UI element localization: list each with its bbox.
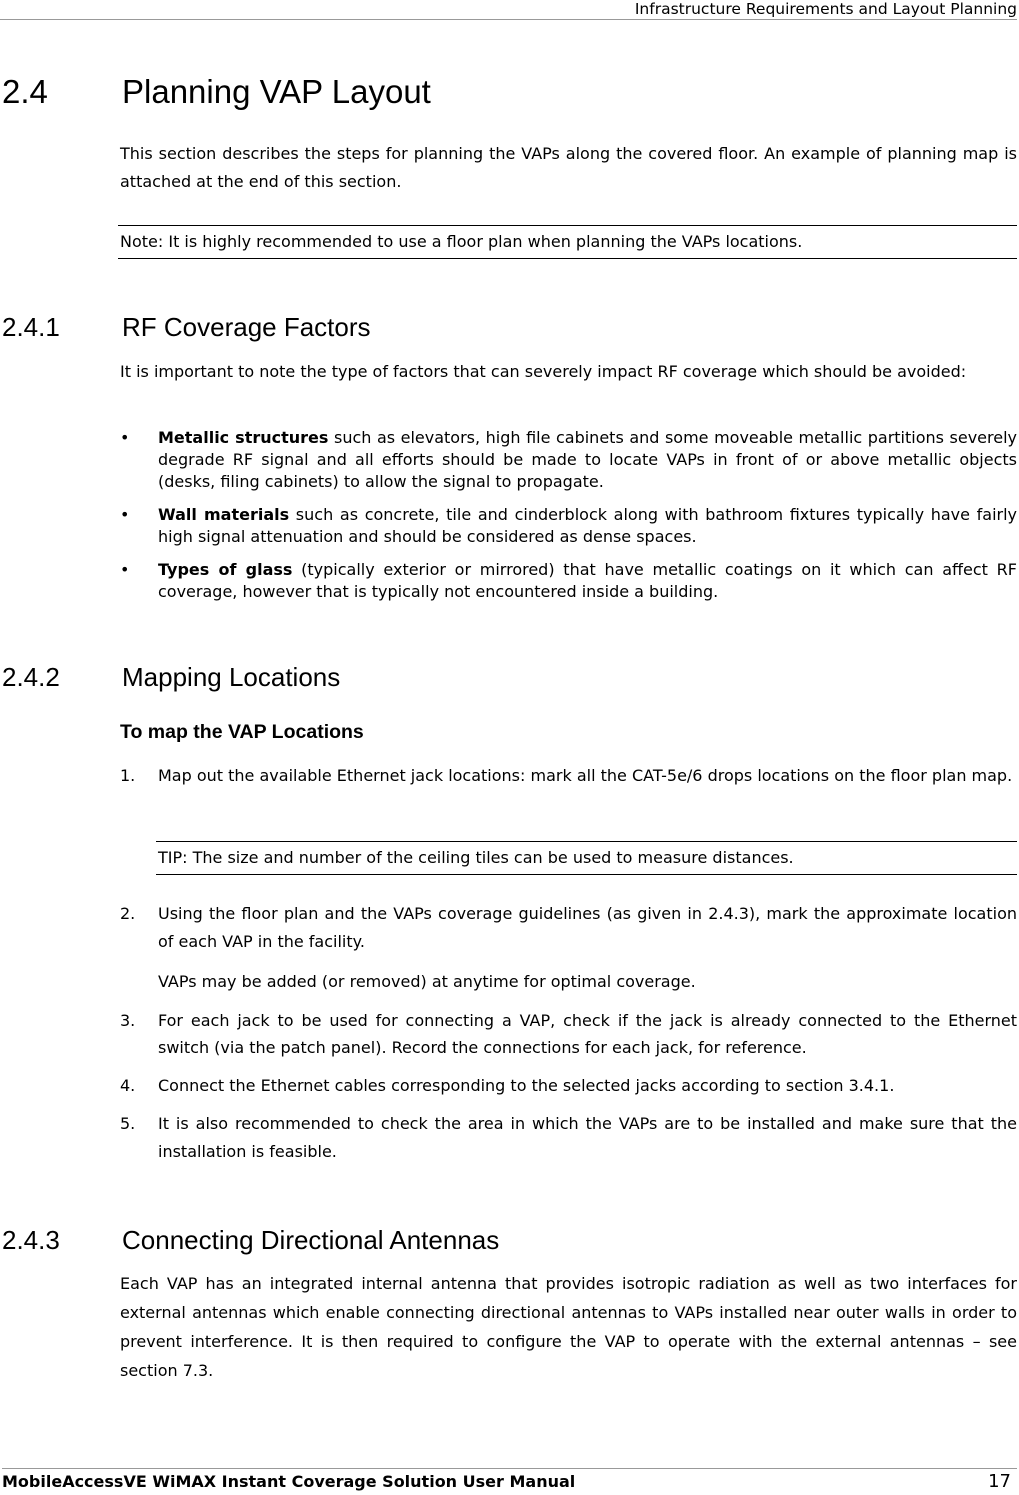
section-number: 2.4 [2,73,48,110]
step-subtext-row [120,968,1017,996]
step-number: 4. [120,1076,136,1095]
step-number: 2. [120,904,136,923]
section-number: 2.4.3 [2,1225,60,1255]
step-number: 1. [120,766,136,785]
tip-text: The size and number of the ceiling tiles can be used to measure distances. [187,848,794,867]
list-item [120,1110,1017,1166]
section-heading-2-4-3 [2,1224,499,1256]
bullet-icon: • [120,428,130,447]
running-header [0,0,1017,20]
section-number: 2.4.1 [2,312,60,342]
bullet-text: such as elevators, high file cabinets and some moveable metallic partitions severely degrade RF signal and all efforts should be made to locate VAPs in front of or above metallic objects (desks, filing cabinets) to allow the signal to propagate. [158,428,1018,491]
step-list [120,762,1017,790]
running-header-title: Infrastructure Requirements and Layout Planning [634,0,1017,18]
page-number: 17 [988,1471,1011,1492]
list-item [120,900,1017,956]
procedure-title: To map the VAP Locations [120,721,364,743]
list-item [120,559,1017,603]
step-list [120,900,1017,1166]
list-item [120,504,1017,548]
footer-manual-title: MobileAccessVE WiMAX Instant Coverage Solution User Manual [2,1472,576,1491]
section-body: Each VAP has an integrated internal antenna that provides isotropic radiation as well as two interfaces for external antennas which enable connecting directional antennas to VAPs installed near outer walls in order to prevent interference. It is then required to configure the VAP to operate with the external antennas – see section 7.3. [120,1274,1017,1380]
bullet-term: Wall materials [158,505,290,524]
list-item [120,1007,1017,1061]
bullet-term: Metallic structures [158,428,329,447]
section-number: 2.4.2 [2,662,60,692]
step-text: It is also recommended to check the area in which the VAPs are to be installed and make sure that the installation is feasible. [158,1114,1017,1161]
step-number: 3. [120,1011,136,1030]
list-item [120,1072,1017,1100]
step-text: Using the floor plan and the VAPs coverage guidelines (as given in 2.4.3), mark the approximate location of each VAP in the facility. [158,904,1017,951]
note-box [118,225,1017,259]
page-footer [2,1468,1017,1495]
note-text: Note: It is highly recommended to use a floor plan when planning the VAPs locations. [120,232,803,251]
section-heading-2-4 [2,72,431,112]
step-text: For each jack to be used for connecting a VAP, check if the jack is already connected to the Ethernet switch (via the patch panel). Record the connections for each jack, for reference. [158,1011,1017,1057]
tip-box [156,841,1017,875]
step-number: 5. [120,1114,136,1133]
section-title: Mapping Locations [122,662,341,692]
bullet-term: Types of glass [158,560,293,579]
section-heading-2-4-1 [2,311,371,343]
tip-label: TIP: [158,848,188,867]
bullet-text: such as concrete, tile and cinderblock along with bathroom fixtures typically have fairly high signal attenuation and should be considered as dense spaces. [158,505,1017,546]
list-item [120,427,1017,493]
section-title: RF Coverage Factors [122,312,371,342]
bullet-text: (typically exterior or mirrored) that have metallic coatings on it which can affect RF coverage, however that is typically not encountered inside a building. [158,560,1017,601]
step-text: Connect the Ethernet cables corresponding to the selected jacks according to section 3.4.1. [158,1076,895,1095]
step-subtext: VAPs may be added (or removed) at anytime for optimal coverage. [158,972,696,991]
bullet-icon: • [120,560,130,579]
factor-list [120,427,1017,614]
section-intro: This section describes the steps for planning the VAPs along the covered floor. An example of planning map is attached at the end of this section. [120,144,1017,191]
section-intro: It is important to note the type of factors that can severely impact RF coverage which should be avoided: [120,362,967,381]
step-text: Map out the available Ethernet jack locations: mark all the CAT-5e/6 drops locations on the floor plan map. [158,766,1013,785]
section-title: Planning VAP Layout [122,73,431,110]
section-heading-2-4-2 [2,661,340,693]
section-title: Connecting Directional Antennas [122,1225,500,1255]
bullet-icon: • [120,505,130,524]
list-item [120,762,1017,790]
